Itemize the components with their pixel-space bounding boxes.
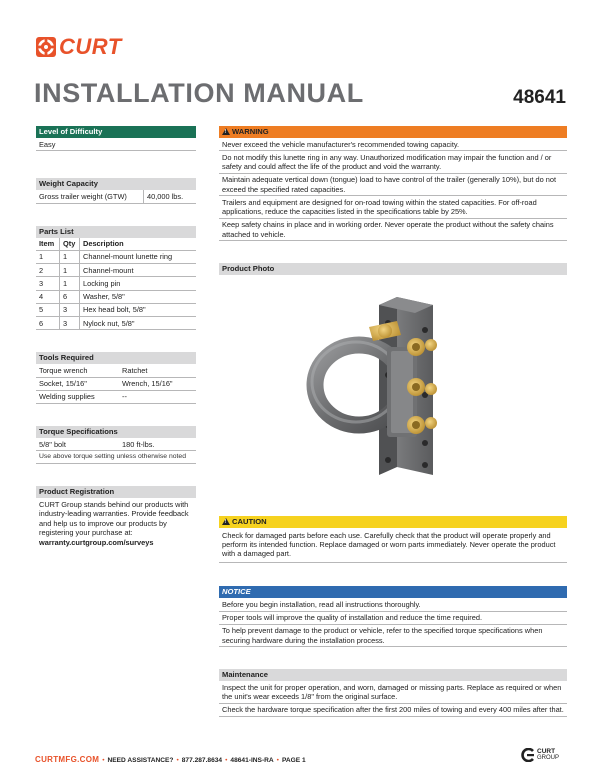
parts-description: Hex head bolt, 5/8"	[79, 304, 196, 316]
footer: CURTMFG.COM • NEED ASSISTANCE? • 877.287.8634 • 48641-INS-RA • PAGE 1	[35, 755, 306, 764]
caution-section	[219, 516, 567, 564]
tool-name: Wrench, 15/16"	[122, 379, 173, 388]
difficulty-value: Easy	[36, 138, 196, 151]
curt-group-logo	[521, 748, 559, 762]
notice-item: Proper tools will improve the quality of installation and reduce the time required.	[219, 612, 567, 625]
torque-row	[36, 438, 196, 451]
caution-heading-label: CAUTION	[232, 516, 267, 526]
notice-item: To help prevent damage to the product or vehicle, refer to the specified torque specifications when securing hardware during the installation process.	[219, 625, 567, 648]
warning-heading-label: WARNING	[232, 127, 269, 136]
torque-label: 5/8" bolt	[39, 439, 66, 449]
group-logo-line1: CURT	[537, 747, 556, 755]
photo-section	[219, 263, 567, 509]
torque-note: Use above torque setting unless otherwise noted	[36, 451, 196, 463]
footer-page: PAGE 1	[281, 757, 306, 764]
tools-section	[36, 352, 196, 404]
maintenance-heading: Maintenance	[219, 669, 567, 681]
caution-icon	[222, 518, 230, 525]
table-row	[36, 391, 196, 404]
weight-section	[36, 178, 196, 203]
notice-heading: NOTICE	[219, 586, 567, 598]
parts-qty: 1	[59, 277, 79, 289]
table-row	[36, 251, 196, 264]
parts-heading: Parts List	[36, 226, 196, 238]
curt-logo	[35, 36, 122, 58]
torque-heading: Torque Specifications	[36, 426, 196, 438]
table-row	[36, 291, 196, 304]
parts-section	[36, 226, 196, 331]
parts-description: Washer, 5/8"	[79, 291, 196, 303]
product-photo	[219, 275, 567, 507]
table-row	[36, 277, 196, 290]
weight-label: Gross trailer weight (GTW)	[39, 191, 127, 201]
part-number: 48641	[513, 87, 566, 108]
parts-qty: 1	[59, 251, 79, 263]
warning-section	[219, 126, 567, 241]
page-title: INSTALLATION MANUAL	[34, 78, 364, 108]
caution-heading	[219, 516, 567, 528]
parts-qty: 3	[59, 304, 79, 316]
warning-heading	[219, 126, 567, 138]
parts-item: 4	[39, 292, 44, 301]
warning-item: Never exceed the vehicle manufacturer's recommended towing capacity.	[219, 138, 567, 151]
table-row	[36, 378, 196, 391]
right-column	[219, 126, 567, 717]
footer-site-link[interactable]: CURTMFG.COM	[35, 755, 100, 764]
registration-text: CURT Group stands behind our products with industry-leading warranties. Provide feedback and help us to improve our products by registering your purchase at:	[39, 499, 189, 538]
parts-header-row	[36, 238, 196, 251]
parts-description: Locking pin	[79, 277, 196, 289]
group-logo-line2: GROUP	[537, 755, 560, 761]
tool-name: Ratchet	[122, 365, 148, 375]
tools-heading: Tools Required	[36, 352, 196, 364]
table-row	[36, 264, 196, 277]
maintenance-item: Check the hardware torque specification after the first 200 miles of towing and every 400 miles after that.	[219, 704, 567, 717]
left-column	[36, 126, 196, 547]
warning-item: Trailers and equipment are designed for on-road towing within the stated capacities. For off-road applications, reduce the capacities listed in the specifications table by 25%.	[219, 196, 567, 219]
tool-name: --	[122, 392, 127, 402]
parts-item: 3	[39, 278, 44, 288]
warning-item: Keep safety chains in place and in working order. Never operate the product without the safety chains attached to vehicle.	[219, 219, 567, 242]
difficulty-heading: Level of Difficulty	[36, 126, 196, 138]
parts-col-description: Description	[79, 238, 196, 250]
warning-item: Maintain adequate vertical down (tongue) load to have control of the trailer (generally 10%), but do not exceed the specified rated capacities.	[219, 174, 567, 197]
maintenance-item: Inspect the unit for proper operation, and worn, damaged or missing parts. Replace as required or when the unit's wear exceeds 1/8" from the original surface.	[219, 681, 567, 704]
weight-value: 40,000 lbs.	[143, 190, 196, 202]
curt-group-icon	[521, 748, 535, 762]
parts-description: Nylock nut, 5/8"	[79, 317, 196, 329]
warranty-link[interactable]: warranty.curtgroup.com/surveys	[39, 537, 154, 547]
weight-heading: Weight Capacity	[36, 178, 196, 190]
tool-name: Welding supplies	[39, 392, 95, 402]
warning-icon	[222, 128, 230, 135]
maintenance-section	[219, 669, 567, 717]
parts-item: 2	[39, 265, 44, 275]
caution-text: Check for damaged parts before each use. Carefully check that the product will operate properly and perform its intended function. Replace damaged or worn parts immediately. Never operate the product with a damaged part.	[219, 528, 567, 564]
curt-logo-icon	[35, 36, 57, 58]
torque-section	[36, 426, 196, 464]
notice-item: Before you begin installation, read all instructions thoroughly.	[219, 598, 567, 611]
footer-phone: 877.287.8634	[181, 757, 223, 764]
photo-heading: Product Photo	[219, 263, 567, 275]
parts-item: 5	[39, 305, 44, 315]
table-row	[36, 364, 196, 377]
parts-item: 6	[39, 318, 44, 328]
parts-description: Channel-mount	[79, 264, 196, 276]
registration-section	[36, 486, 196, 547]
parts-col-qty: Qty	[59, 238, 79, 250]
warning-item: Do not modify this lunette ring in any way. Unauthorized modification may impair the function and / or safety and could affect the life of the product and void the warranty.	[219, 151, 567, 174]
footer-doc-code: 48641-INS-RA	[230, 757, 274, 764]
tool-name: Socket, 15/16"	[39, 379, 87, 388]
tool-name: Torque wrench	[39, 365, 88, 375]
footer-assist: NEED ASSISTANCE?	[107, 757, 174, 764]
weight-row	[36, 190, 196, 203]
parts-col-item: Item	[39, 239, 55, 248]
table-row	[36, 317, 196, 330]
parts-description: Channel-mount lunette ring	[79, 251, 196, 263]
parts-item: 1	[39, 252, 44, 262]
torque-value: 180 ft-lbs.	[122, 439, 155, 449]
registration-heading: Product Registration	[36, 486, 196, 498]
table-row	[36, 304, 196, 317]
parts-qty: 6	[59, 291, 79, 303]
parts-qty: 1	[59, 264, 79, 276]
notice-section	[219, 586, 567, 647]
brand-name: CURT	[59, 34, 122, 59]
parts-qty: 3	[59, 317, 79, 329]
difficulty-section	[36, 126, 196, 151]
